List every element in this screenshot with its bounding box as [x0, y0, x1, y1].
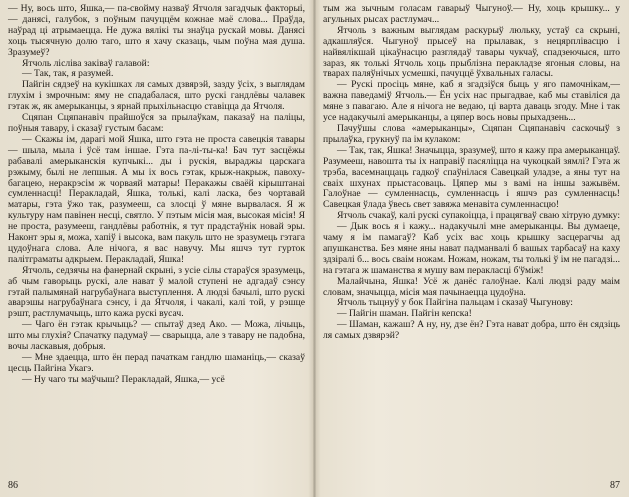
right-paragraph-2: Ятчоль з важным выглядам раскурыў люльку, устаў са скрыні, адкашляўся. Чыгуноў прысеў на прылавак, з нецярплівасцю і найвялікшай цікаўнасцю разглядаў тавары чукчаў, спадзеючыся, што зараз, як толькі Ятчоль хоць прыблізна перакладзе ягоныя словы, на тварах паляўнічых усмешкі, пачуццё ўхвальных галасы. [323, 24, 620, 80]
page-number-right: 87 [610, 480, 620, 492]
left-paragraph-6: — Скажы ім, дарагі мой Яшка, што гэта не проста савецкія тавары — шыла, мыла і ўсё там іншае. Гэта па-лі-ты-ка! Бач тут засцёжы рабавалі амерыканскія купчыкі... ды і рускія, выраджы царскага рэжыму, былі не лепшыя. А мы іх вось гэтак, крыж-накрыж, павоху-багацею, неракрэсім ж чорваяй матары! Перакажы сваёй кірыштанаі сумленнасці! Перакладай, Яшка, толькі, калі ласка, без чортавай матары, гэта ўжо так, разумееш, са злосці ў мяне вырвалася. Я ж культуру нам павінен несці, святло. У пэтым місія мая, высокая місія! Я не проста, разумееш, гандлёвы работнік, я тут прадстаўнік новай эры. Наконт эры я, можа, хапіў і высока, вам пакуль што не зразумець гэтага цудоўнага слова. Але нічога, я вас навучу. Мы яшчэ тут гурток палітграматы адкрыем. Перакладай, Яшка! [8, 133, 305, 265]
left-paragraph-2: Ятчоль лісліва заківаў галавой: [22, 57, 150, 69]
left-paragraph-4: Пайгін сядзеў на кукішках ля самых дзвярэй, зазду ўсіх, з выглядам глухім і змрочным: яму не спадабалася, што рускі гандлёвы чалавек гэтак ж, як амерыканцы, з ярнай прыхільнасцю ставіцца да Ятчоля. [8, 79, 305, 113]
left-paragraph-5: Сцяпан Сцяпанавіч прайшоўся за прылаўкам, паказаў на паліцы, поўныя тавару, і сказаў густым басам: [8, 112, 305, 134]
left-paragraph-7: Ятчоль, седзячы на фанернай скрыні, з усіе сілы стараўся зразумець, аб чым гаворыць рускі, але нават ў малой ступені не адгадаў сэнсу гэтай палымянай нагрубаўнага выступлення. А людзі бачылі, што рускі аварэшы нагрубаўнага сэнсу, і да Ятчоля, і чакалі, калі той, у рэшце рэшт, растлумачыць, што кажа рускі вусач. [8, 264, 305, 320]
left-page [0, 0, 314, 497]
right-paragraph-9: Ятчоль тыцнуў у бок Пайгіна пальцам і сказаў Чыгунову: [337, 297, 573, 309]
right-paragraph-6: Ятчоль счакаў, калі рускі супакоіцца, і працягваў сваю хітрую думку: [337, 210, 621, 222]
right-page [314, 0, 628, 497]
right-paragraph-3: — Рускі просіць мяне, каб я згадзіўся быць у яго памочнікам,— важна паведаміў Ятчоль.— Ён усіх нас прыгадвае, каб мы ставіліся да мяне з павагаю. Але я нічога не ведаю, ці варта даваць згоду. Мне і так усе надакучылі амерыканцы, а цяпер вось новы прыхадзень... [323, 79, 620, 124]
left-paragraph-10: — Ну чаго ты маўчыш? Перакладай, Яшка,— усё [22, 373, 225, 385]
left-paragraph-8: — Чаго ён гэтак крычыць? — спытаў дзед Ако. — Можа, лічыць, што мы глухія? Спачатку падумаў — сварыцца, але з тавару не падобна, вочы ласкавыя, добрыя. [8, 319, 305, 353]
left-paragraph-3: — Так, так, я разумей. [22, 68, 114, 80]
right-paragraph-5: — Так, так, Яшка! Значыцца, зразумеў, што я кажу пра амерыканцаў. Разумееш, навошта ты іх направіў пасяліцца на чукоцкай зямлі? Гэта ж трэба, васемнаццаць гадкоў спаўнілася Савецкай уладзе, а яны тут на сваіх шхунах прыстасоваць. Цяпер мы з вамі на іншы зажывём. Галоўнае — сумленнасць, сумленнасць і яшчэ раз сумленнасць! Савецкая ўлада ўвесь свет завяжа менавіта сумленнасцю! [323, 144, 620, 211]
right-paragraph-10: — Пайгін шаман. Пайгін кепска! [337, 308, 472, 320]
right-paragraph-1: тым жа зычным голасам гаварыў Чыгуноў.— Ну, хоць крышку... у агульных рысах растлумач... [323, 3, 620, 25]
left-paragraph-9: — Мне здаецца, што ён перад пачаткам гандлю шаманіць,— сказаў цесць Пайгіна Укагэ. [8, 352, 305, 374]
left-paragraph-1: — Ну, вось што, Яшка,— па-свойму назваў Ятчоля загадчык факторыі,— данясі, галубок, з поўным пачуццём кожнае маё слова... Праўда, наўрад ці атрымаецца. Не дужа вялікі ты знаўца рускай мовы. Данясі хоць тысячную долю таго, што я хачу сказаць, чым поўна мая душа. Зразумеў? [8, 3, 305, 58]
right-paragraph-4: Пачуўшы слова «амерыканцы», Сцяпан Сцяпанавіч саскочыў з прылаўка, грукнуў па ім кулаком: [323, 122, 620, 145]
page-number-left: 86 [8, 480, 18, 492]
right-paragraph-11: — Шаман, кажаш? А ну, ну, дзе ён? Гэта нават добра, што ён сядзіць ля самых дзвярэй? [323, 319, 620, 342]
right-paragraph-7: — Дык вось я і кажу... надакучылі мне амерыканцы. Вы думаеце, чаму я ім памагаў? Каб усіх вас хоць крышку засцерагчы ад апушканства. Без мяне яны нават падманвалі б вашых тарбасаў на каху здзіралі б... вось сваім ножам. Ножам, ножам, ты толькі ў ім не пагадзі... на гэтага ж шаманства я мушу вам перакласці б'ўміж! [323, 221, 620, 276]
right-paragraph-8: Малайчына, Яшка! Усё ж данёс галоўнае. Калі людзі раду маім словам, значыцца, місія мая пачынаецца цудоўна. [323, 275, 620, 298]
